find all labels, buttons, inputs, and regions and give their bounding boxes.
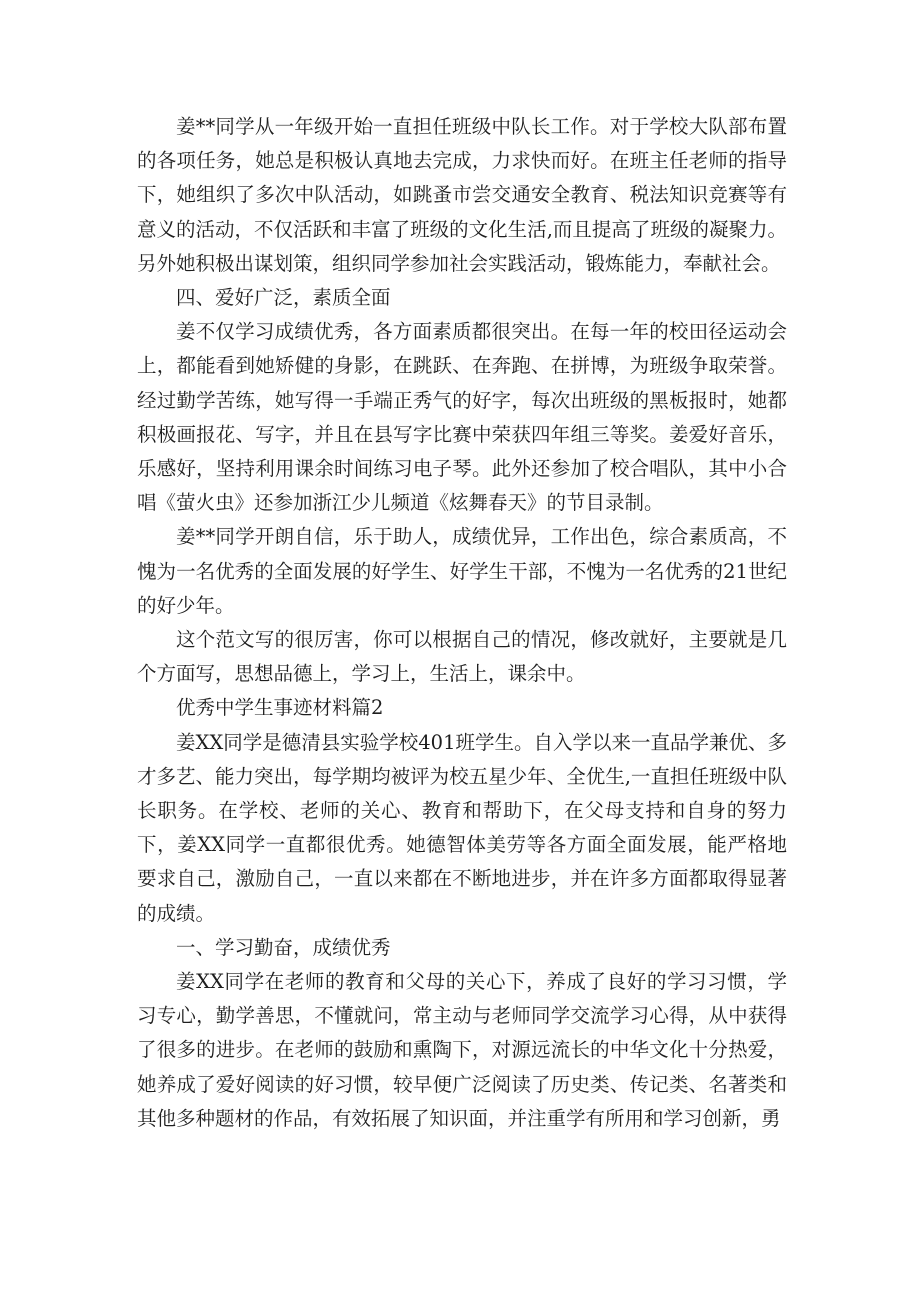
document-body	[137, 110, 787, 1136]
section-heading-study: 一、学习勤奋，成绩优秀	[176, 935, 391, 959]
paragraph-qualities: 姜不仅学习成绩优秀，各方面素质都很突出。在每一年的校田径运动会上，都能看到她矫健的身影，在跳跃、在奔跑、在拼博，为班级争取荣誉。经过勤学苦练，她写得一手端正秀气的好字，每次出班级的黑板报时，她都积极画报花、写字，并且在县写字比赛中荣获四年组三等奖。姜爱好音乐，乐感好，坚持利用课余时间练习电子琴。此外还参加了校合唱队，其中小合唱《萤火虫》还参加浙江少儿频道《炫舞春天》的节目录制。	[137, 320, 787, 515]
paragraph-class-leader: 姜**同学从一年级开始一直担任班级中队长工作。对于学校大队部布置的各项任务，她总是积极认真地去完成，力求快而好。在班主任老师的指导下，她组织了多次中队活动，如跳蚤市尝交通安全教育、税法知识竞赛等有意义的活动，不仅活跃和丰富了班级的文化生活,而且提高了班级的凝聚力。另外她积极出谋划策，组织同学参加社会实践活动，锻炼能力，奉献社会。	[137, 115, 787, 275]
paragraph-note: 这个范文写的很厉害，你可以根据自己的情况，修改就好，主要就是几个方面写，思想品德上，学习上，生活上，课余中。	[137, 628, 787, 686]
article-title-part2: 优秀中学生事迹材料篇2	[176, 696, 384, 720]
paragraph-study: 姜XX同学在老师的教育和父母的关心下，养成了良好的学习习惯，学习专心，勤学善思，不懂就问，常主动与老师同学交流学习心得，从中获得了很多的进步。在老师的鼓励和熏陶下，对源远流长的中华文化十分热爱，她养成了爱好阅读的好习惯，较早便广泛阅读了历史类、传记类、名著类和其他多种题材的作品，有效拓展了知识面，并注重学有所用和学习创新，勇	[137, 970, 787, 1130]
paragraph-summary: 姜**同学开朗自信，乐于助人，成绩优异，工作出色，综合素质高，不愧为一名优秀的全面发展的好学生、好学生干部，不愧为一名优秀的21世纪的好少年。	[137, 525, 787, 617]
paragraph-intro-part2: 姜XX同学是德清县实验学校401班学生。自入学以来一直品学兼优、多才多艺、能力突出，每学期均被评为校五星少年、全优生,一直担任班级中队长职务。在学校、老师的关心、教育和帮助下，在父母支持和自身的努力下，姜XX同学一直都很优秀。她德智体美劳等各方面全面发展，能严格地要求自己，激励自己，一直以来都在不断地进步，并在许多方面都取得显著的成绩。	[137, 730, 787, 925]
section-heading-hobbies: 四、爱好广泛，素质全面	[176, 286, 391, 310]
